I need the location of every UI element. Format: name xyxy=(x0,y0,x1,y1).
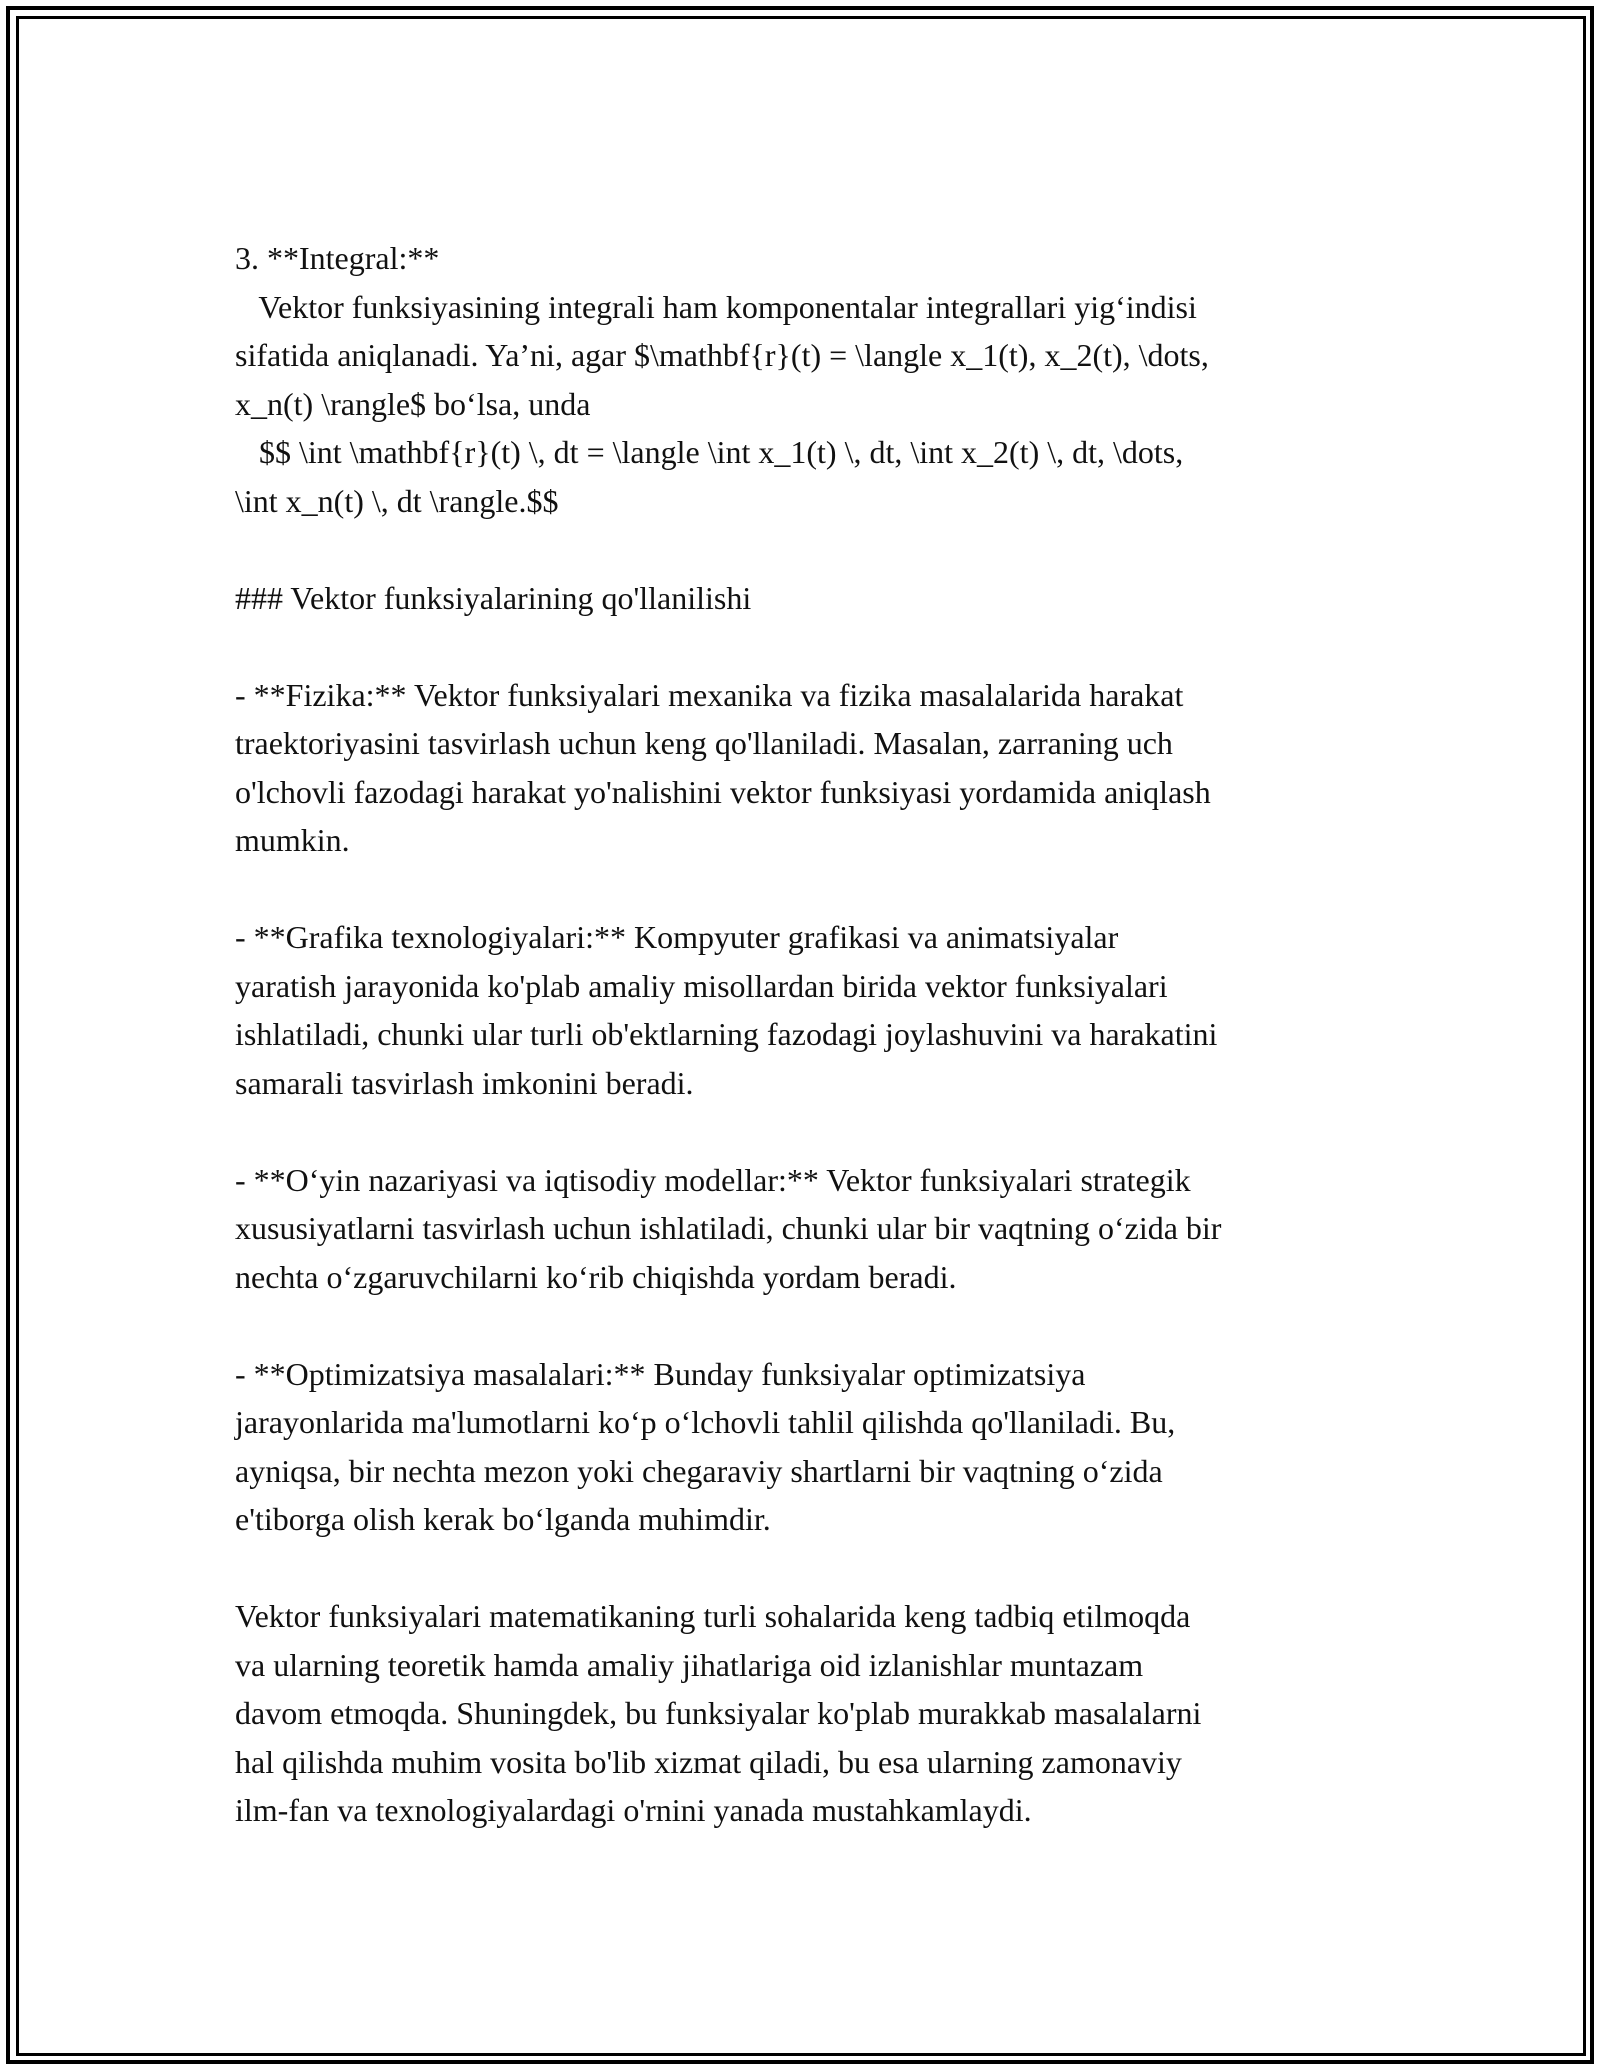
bullet-line: - **Optimizatsiya masalalari:** Bunday funksiyalar optimizatsiya xyxy=(235,1355,1086,1392)
integral-section xyxy=(235,234,1375,525)
bullet-line: - **Fizika:** Vektor funksiyalari mexanika va fizika masalalarida harakat xyxy=(235,676,1184,713)
conclusion-line: hal qilishda muhim vosita bo'lib xizmat qiladi, bu esa ularning zamonaviy xyxy=(235,1743,1182,1780)
integral-formula-line: $$ \int \mathbf{r}(t) \, dt = \langle \int x_1(t) \, dt, \int x_2(t) \, dt, \dots, xyxy=(235,434,1184,470)
conclusion-line: va ularning teoretik hamda amaliy jihatlariga oid izlanishlar muntazam xyxy=(235,1646,1144,1683)
conclusion-line: davom etmoqda. Shuningdek, bu funksiyalar ko'plab murakkab masalalarni xyxy=(235,1695,1202,1731)
bullet-line: jarayonlarida ma'lumotlarni ko‘p o‘lchovli tahlil qilishda qo'llaniladi. Bu, xyxy=(235,1404,1176,1440)
integral-line: Vektor funksiyasining integrali ham komponentalar integrallari yig‘indisi xyxy=(235,288,1197,325)
integral-formula-line: \int x_n(t) \, dt \rangle.$$ xyxy=(235,482,559,519)
bullet-line: e'tiborga olish kerak bo‘lganda muhimdir. xyxy=(235,1501,771,1537)
bullet-line: - **O‘yin nazariyasi va iqtisodiy modellar:** Vektor funksiyalari strategik xyxy=(235,1161,1191,1198)
spacer xyxy=(235,525,1375,574)
bullet-line: xususiyatlarni tasvirlash uchun ishlatiladi, chunki ular bir vaqtning o‘zida bir xyxy=(235,1210,1222,1246)
bullet-optimization xyxy=(235,1350,1375,1544)
conclusion-line: Vektor funksiyalari matematikaning turli sohalarida keng tadbiq etilmoqda xyxy=(235,1598,1191,1634)
bullet-line: ayniqsa, bir nechta mezon yoki chegaraviy shartlarni bir vaqtning o‘zida xyxy=(235,1452,1163,1489)
bullet-line: o'lchovli fazodagi harakat yo'nalishini vektor funksiyasi yordamida aniqlash xyxy=(235,773,1211,810)
spacer xyxy=(235,1544,1375,1593)
conclusion-paragraph xyxy=(235,1592,1375,1835)
bullet-line: mumkin. xyxy=(235,822,350,858)
integral-line: sifatida aniqlanadi. Ya’ni, agar $\mathbf{r}(t) = \langle x_1(t), x_2(t), \dots, xyxy=(235,337,1209,373)
spacer xyxy=(235,1301,1375,1350)
bullet-graphics xyxy=(235,913,1375,1107)
bullet-game-theory xyxy=(235,1156,1375,1302)
bullet-line: yaratish jarayonida ko'plab amaliy misollardan birida vektor funksiyalari xyxy=(235,967,1168,1004)
spacer xyxy=(235,1107,1375,1156)
bullet-line: samarali tasvirlash imkonini beradi. xyxy=(235,1064,694,1101)
integral-heading: 3. **Integral:** xyxy=(235,240,440,276)
bullet-line: nechta o‘zgaruvchilarni ko‘rib chiqishda yordam beradi. xyxy=(235,1258,957,1295)
bullet-line: ishlatiladi, chunki ular turli ob'ektlarning fazodagi joylashuvini va harakatini xyxy=(235,1016,1218,1052)
spacer xyxy=(235,865,1375,914)
bullet-line: traektoriyasini tasvirlash uchun keng qo'llaniladi. Masalan, zarraning uch xyxy=(235,725,1173,761)
bullet-physics xyxy=(235,671,1375,865)
bullet-line: - **Grafika texnologiyalari:** Kompyuter grafikasi va animatsiyalar xyxy=(235,919,1119,955)
spacer xyxy=(235,622,1375,671)
integral-line: x_n(t) \rangle$ bo‘lsa, unda xyxy=(235,385,591,422)
document-body xyxy=(235,234,1375,1835)
applications-heading: ### Vektor funksiyalarining qo'llanilishi xyxy=(235,579,752,616)
conclusion-line: ilm-fan va texnologiyalardagi o'rnini yanada mustahkamlaydi. xyxy=(235,1792,1032,1828)
